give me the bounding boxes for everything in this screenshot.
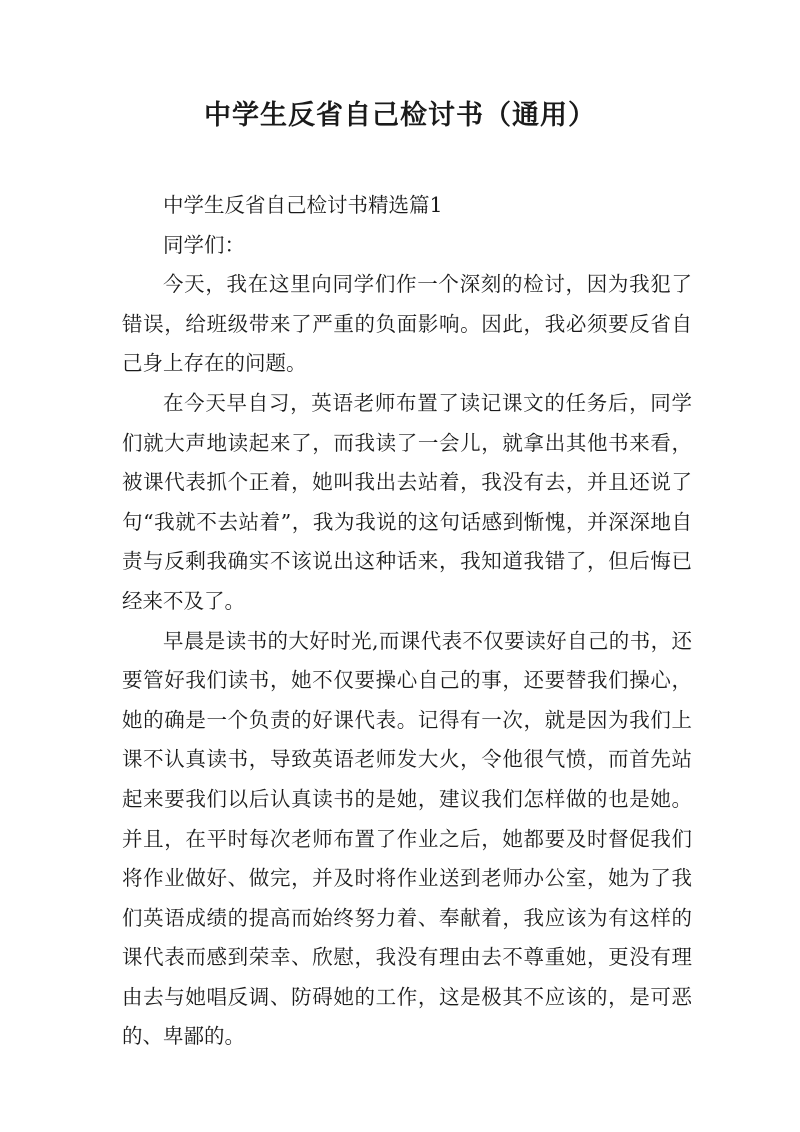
- body-paragraph: 早晨是读书的大好时光,而课代表不仅要读好自己的书，还要管好我们读书，她不仅要操心自己的事，还要替我们操心，她的确是一个负责的好课代表。记得有一次，就是因为我们上课不认真读书，导致英语老师发大火，令他很气愤，而首先站起来要我们以后认真读书的是她，建议我们怎样做的也是她。并且，在平时每次老师布置了作业之后，她都要及时督促我们将作业做好、做完，并及时将作业送到老师办公室，她为了我们英语成绩的提高而始终努力着、奉献着，我应该为有这样的课代表而感到荣幸、欣慰，我没有理由去不尊重她，更没有理由去与她唱反调、防碍她的工作，这是极其不应该的，是可恶的、卑鄙的。: [122, 628, 692, 1049]
- body-paragraph: 在今天早自习，英语老师布置了读记课文的任务后，同学们就大声地读起来了，而我读了一会儿，就拿出其他书来看，被课代表抓个正着，她叫我出去站着，我没有去，并且还说了句“我就不去站着”，我为我说的这句话感到惭愧，并深深地自责与反剩我确实不该说出这种话来，我知道我错了，但后悔已经来不及了。: [122, 390, 692, 613]
- section-heading: 中学生反省自己检讨书精选篇1: [163, 193, 443, 217]
- body-paragraph: 今天，我在这里向同学们作一个深刻的检讨，因为我犯了错误，给班级带来了严重的负面影响。因此，我必须要反省自己身上存在的问题。: [122, 272, 692, 376]
- document-title: 中学生反省自己检讨书（通用）: [204, 100, 596, 131]
- salutation: 同学们：: [163, 232, 245, 257]
- document-body: [122, 186, 692, 1057]
